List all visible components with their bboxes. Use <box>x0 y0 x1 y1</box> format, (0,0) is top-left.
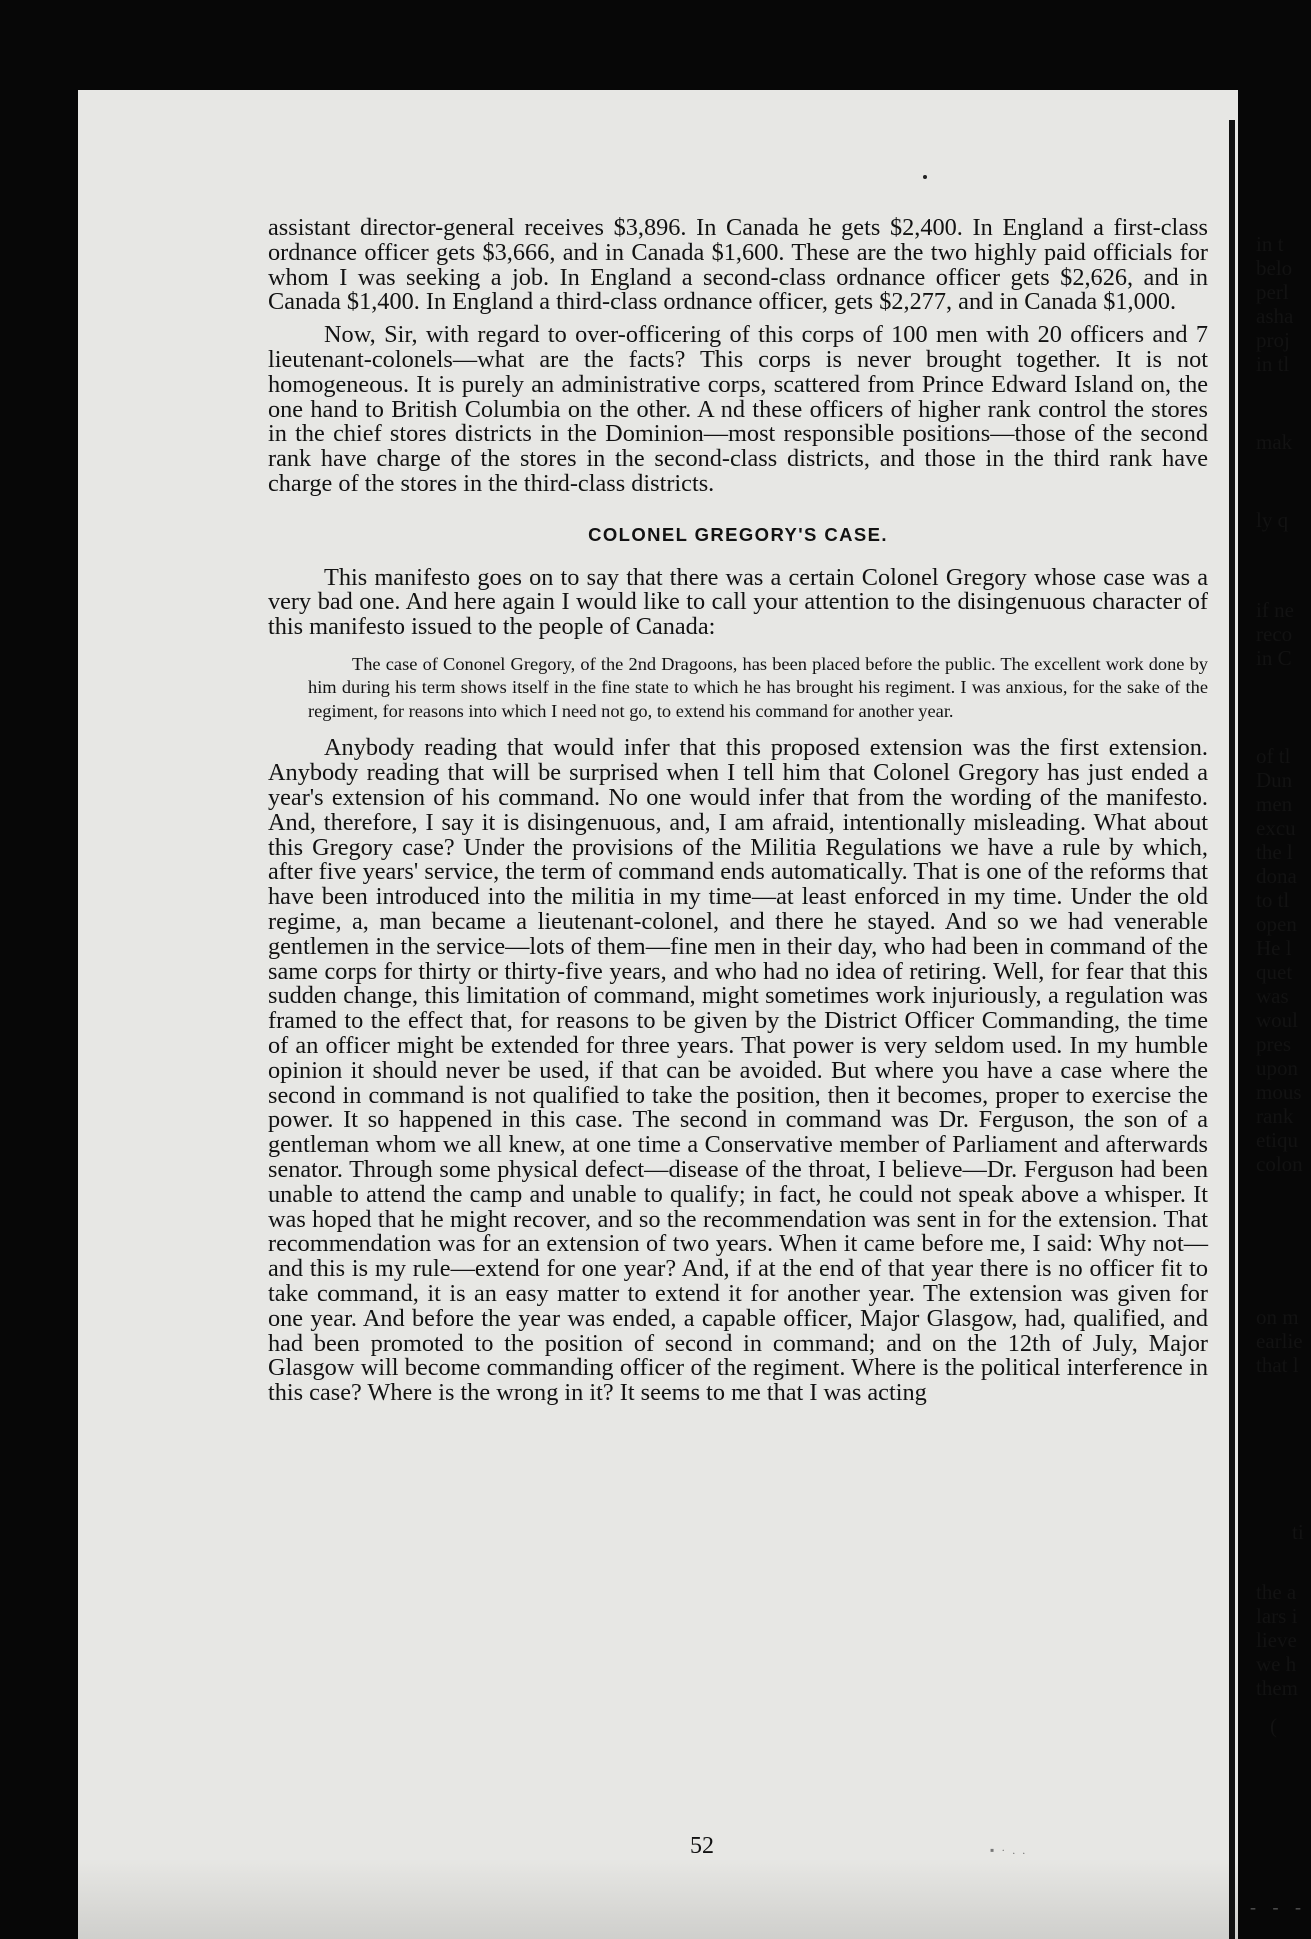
next-page-fragment: ( <box>1270 1714 1277 1738</box>
paragraph-salaries: assistant director-general receives $3,896. In Canada he gets $2,400. In England a first-class ordnance officer gets $3,666, and in Canada $1,600. These are the two highly paid officials for whom I was seeking a job. In England a second-class ordnance officer gets $2,626, and in Canada $1,400. In England a third-class ordnance officer, gets $2,277, and in Canada $1,000. <box>268 214 1208 316</box>
page-number: 52 <box>690 1833 714 1859</box>
scan-dashes: - - - <box>1250 1897 1307 1917</box>
next-page-fragment: reco <box>1256 622 1293 646</box>
paragraph-over-officering: Now, Sir, with regard to over-officering of this corps of 100 men with 20 officers and 7 lieutenant-colonels—what are the facts? This corps is never brought together. It is not homogeneous. It is purely an administrative corps, scattered from Prince Edward Island on, the one hand to British Columbia on the other. A nd these officers of higher rank control the stores in the chief stores districts in the Dominion—most responsible positions—those of the second rank have charge of the stores in the second-class districts, and those in the third rank have charge of the stores in the third-class districts. <box>268 321 1208 497</box>
section-heading: COLONEL GREGORY'S CASE. <box>588 523 888 545</box>
next-page-fragment: lars i <box>1256 1604 1298 1628</box>
next-page-fragment: Dun <box>1256 768 1293 792</box>
next-page-fragment: mous <box>1256 1080 1302 1104</box>
next-page-fragment: open <box>1256 912 1297 936</box>
next-page-fragment: in tl <box>1256 352 1290 376</box>
next-page-fragment: quet <box>1256 960 1293 984</box>
block-quote: The case of Cononel Gregory, of the 2nd Dragoons, has been placed before the public. The excellent work done by him during his term shows itself in the fine state to which he has brought his regiment. I was anxious, for the sake of the regiment, for reasons into which I need not go, to extend his command for another year. <box>308 653 1208 721</box>
next-page-fragment: colon <box>1256 1152 1303 1176</box>
next-page-fragment: we h <box>1256 1652 1297 1676</box>
next-page-fragment: He l <box>1256 936 1292 960</box>
next-page-fragment: to tl <box>1256 888 1290 912</box>
next-page-fragment: woul <box>1256 1008 1298 1032</box>
next-page-fragment: the l <box>1256 840 1293 864</box>
page-body-text <box>268 216 1208 1406</box>
next-page-fragment: belo <box>1256 256 1293 280</box>
next-page-fragment: of tl <box>1256 744 1291 768</box>
next-page-fragment: lieve <box>1256 1628 1297 1652</box>
next-page-fragment: the a <box>1256 1580 1297 1604</box>
next-page-fragment: asha <box>1256 304 1294 328</box>
next-page-fragment: upon <box>1256 1056 1298 1080</box>
next-page-fragment: perl <box>1256 280 1289 304</box>
next-page-edge <box>1250 220 1311 1939</box>
next-page-fragment: ti <box>1292 1520 1304 1544</box>
next-page-fragment: mak <box>1256 430 1293 454</box>
next-page-fragment: if ne <box>1256 598 1294 622</box>
next-page-fragment: in C <box>1256 646 1292 670</box>
next-page-fragment: pres <box>1256 1032 1291 1056</box>
next-page-fragment: dona <box>1256 864 1297 888</box>
next-page-fragment: men <box>1256 792 1293 816</box>
next-page-fragment: on m <box>1256 1305 1299 1329</box>
next-page-fragment: proj <box>1256 328 1290 352</box>
page-divider-rule <box>1229 120 1235 1939</box>
next-page-fragment: excu <box>1256 816 1296 840</box>
next-page-fragment: that l <box>1256 1353 1299 1377</box>
paragraph-manifesto: This manifesto goes on to say that there was a certain Colonel Gregory whose case was a very bad one. And here again I would like to call your attention to the disingenuous character of this manifesto issued to the people of Canada: <box>268 563 1208 641</box>
binding-dot <box>923 175 927 179</box>
scan-specks: ▪ · . . <box>990 1843 1028 1857</box>
next-page-fragment: was <box>1256 984 1289 1008</box>
next-page-fragment: ly q <box>1256 508 1289 532</box>
next-page-fragment: earlie <box>1256 1329 1303 1353</box>
next-page-fragment: in t <box>1256 232 1284 256</box>
next-page-fragment: them <box>1256 1676 1298 1700</box>
next-page-fragment: etiqu <box>1256 1128 1298 1152</box>
paragraph-gregory-case: Anybody reading that would infer that this proposed extension was the first extension. Anybody reading that will be surprised when I tell him that Colonel Gregory has just ended a year's extension of his command. No one would infer that from the wording of the manifesto. And, therefore, I say it is disingenuous, and, I am afraid, intentionally misleading. What about this Gregory case? Under the provisions of the Militia Regulations we have a rule by which, after five years' service, the term of command ends automatically. That is one of the reforms that have been introduced into the militia in my time—at least enforced in my time. Under the old regime, a, man became a lieutenant-colonel, and there he stayed. And so we had venerable gentlemen in the service—lots of them—fine men in their day, who had been in command of the same corps for thirty or thirty-five years, and who had no idea of retiring. Well, for fear that this sudden change, this limitation of command, might sometimes work injuriously, a regulation was framed to the effect that, for reasons to be given by the District Officer Commanding, the time of an officer might be extended for three years. That power is very seldom used. In my humble opinion it should never be used, if that can be avoided. But where you have a case where the second in command is not qualified to take the position, then it becomes, proper to exercise the power. It so happened in this case. The second in command was Dr. Ferguson, the son of a gentleman whom we all knew, at one time a Conservative member of Parliament and afterwards senator. Through some physical defect—disease of the throat, I believe—Dr. Ferguson had been unable to attend the camp and unable to qualify; in fact, he could not speak above a whisper. It was hoped that he might recover, and so the recommendation was sent in for the extension. That recommendation was for an extension of two years. When it came before me, I said: Why not—and this is my rule—extend for one year? And, if at the end of that year there is no officer fit to take command, it is an easy matter to extend it for another year. The extension was given for one year. And before the year was ended, a capable officer, Major Glasgow, had, qualified, and had been promoted to the position of second in command; and on the 12th of July, Major Glasgow will become commanding officer of the regiment. Where is the political interference in this case? Where is the wrong in it? It seems to me that I was acting <box>268 734 1208 1407</box>
next-page-fragment: rank <box>1256 1104 1294 1128</box>
